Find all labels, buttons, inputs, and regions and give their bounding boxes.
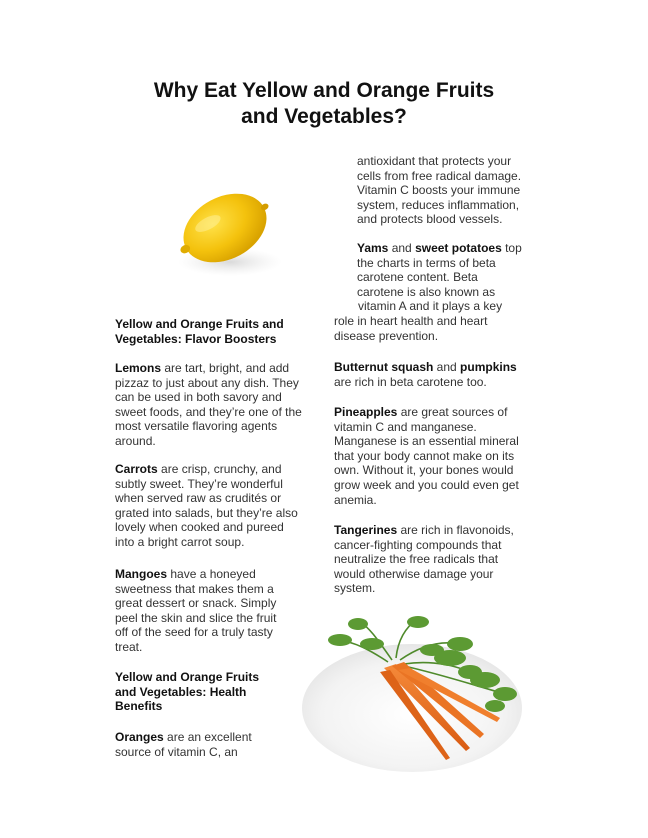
term-pineapples: Pineapples — [334, 405, 398, 419]
text-line: off of the seed for a truly tasty — [115, 625, 273, 640]
text-line: carotene is also known as — [357, 284, 496, 299]
heading-flavor-boosters — [115, 317, 284, 346]
heading-line: Vegetables: Flavor Boosters — [115, 331, 277, 346]
text-line: own. Without it, your bones would — [334, 463, 514, 478]
text-line: Vitamin C boosts your immune — [357, 183, 521, 198]
text-line: anemia. — [334, 492, 377, 507]
text-line: can be used in both savory and — [115, 390, 282, 405]
text-line: when served raw as crudités or — [115, 491, 282, 506]
text-line: lovely when cooked and pureed — [115, 520, 284, 535]
heading-line: Yellow and Orange Fruits and — [115, 317, 284, 331]
text: are rich in flavonoids, — [397, 523, 514, 537]
term-pumpkins: pumpkins — [460, 360, 517, 374]
text-line: are rich in beta carotene too. — [334, 374, 487, 389]
text-line: treat. — [115, 639, 143, 654]
term-oranges: Oranges — [115, 730, 164, 744]
term-tangerines: Tangerines — [334, 523, 398, 537]
text-line: great dessert or snack. Simply — [115, 596, 277, 611]
text-line: grow week and you could even get — [334, 477, 519, 492]
term-lemons: Lemons — [115, 361, 162, 375]
text-line: the charts in terms of beta — [357, 255, 496, 270]
paragraph-oranges — [115, 730, 252, 759]
text-line: sweet foods, and they’re one of the — [115, 404, 302, 419]
text: have a honeyed — [167, 567, 256, 581]
title-line: and Vegetables? — [241, 105, 407, 128]
term-yams: Yams — [357, 241, 389, 255]
paragraph-carrots — [115, 462, 298, 550]
text-line: antioxidant that protects your — [357, 154, 512, 168]
text-line: pizzaz to just about any dish. They — [115, 375, 299, 390]
text-line: disease prevention. — [334, 328, 439, 343]
lemon-image — [160, 180, 290, 285]
text-line: system, reduces inflammation, — [357, 197, 520, 212]
text: and — [388, 241, 416, 255]
term-mangoes: Mangoes — [115, 567, 168, 581]
term-butternut-squash: Butternut squash — [334, 360, 434, 374]
text: are tart, bright, and add — [161, 361, 290, 375]
text-line: into a bright carrot soup. — [115, 534, 245, 549]
paragraph-yams-wrap — [334, 299, 502, 343]
text: and — [433, 360, 461, 374]
paragraph-tangerines — [334, 523, 514, 596]
text-line: grated into salads, but they’re also — [115, 505, 298, 520]
text-line: peel the skin and slice the fruit — [115, 610, 277, 625]
heading-line: Yellow and Orange Fruits — [115, 670, 260, 684]
text-line: vitamin C and manganese. — [334, 419, 477, 434]
text-line: Manganese is an essential mineral — [334, 434, 519, 449]
paragraph-oranges-continued — [357, 154, 521, 227]
text-line: neutralize the free radicals that — [334, 552, 499, 567]
paragraph-mangoes — [115, 567, 276, 655]
text-line: subtly sweet. They’re wonderful — [115, 476, 283, 491]
text-line: that your body cannot make on its — [334, 448, 515, 463]
paragraph-yams — [357, 241, 522, 299]
heading-health-benefits — [115, 670, 259, 714]
text-line: cancer-fighting compounds that — [334, 537, 502, 552]
text-line: source of vitamin C, an — [115, 744, 238, 759]
text-line: role in heart health and heart — [334, 313, 488, 328]
page-title — [100, 78, 548, 130]
paragraph-pineapples — [334, 405, 519, 507]
heading-line: and Vegetables: Health — [115, 684, 247, 699]
paragraph-squash — [334, 360, 517, 389]
title-line: Why Eat Yellow and Orange Fruits — [153, 79, 495, 102]
text: are crisp, crunchy, and — [157, 462, 282, 476]
text-line: would otherwise damage your — [334, 566, 494, 581]
carrots-image — [300, 610, 530, 775]
text: are an excellent — [163, 730, 252, 744]
term-carrots: Carrots — [115, 462, 158, 476]
text: top — [501, 241, 522, 255]
text: are great sources of — [397, 405, 508, 419]
text-line: carotene content. Beta — [357, 270, 478, 285]
text-line: cells from free radical damage. — [357, 168, 522, 183]
heading-line: Benefits — [115, 699, 163, 714]
paragraph-lemons — [115, 361, 302, 449]
text-line: vitamin A and it plays a key — [358, 299, 503, 314]
text-line: and protects blood vessels. — [357, 212, 503, 227]
text-line: sweetness that makes them a — [115, 581, 274, 596]
text-line: system. — [334, 581, 376, 596]
text-line: most versatile flavoring agents — [115, 419, 278, 434]
text-line: around. — [115, 433, 156, 448]
term-sweet-potatoes: sweet potatoes — [415, 241, 502, 255]
